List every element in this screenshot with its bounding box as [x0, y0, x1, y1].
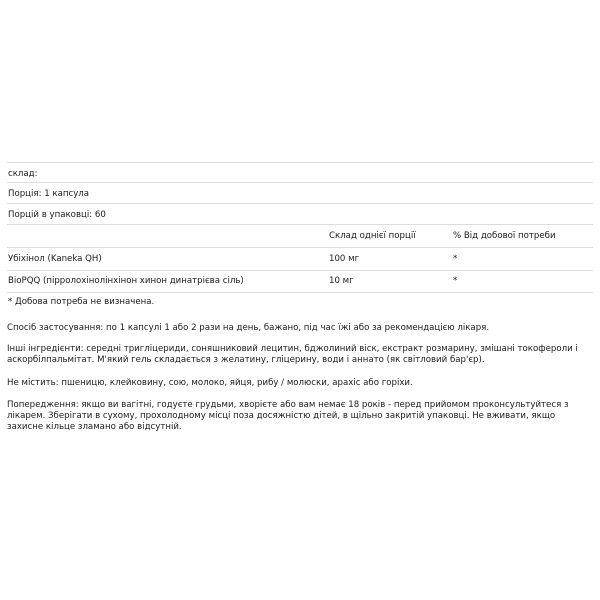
facts-footnote-row	[7, 293, 593, 315]
servings-per-container: Порцій в упаковці: 60	[8, 210, 106, 220]
ingredient-name: Убіхінол (Kaneka QH)	[8, 254, 102, 264]
ingredient-amount: 100 мг	[329, 254, 360, 264]
usage-instructions: Спосіб застосування: по 1 капсулі 1 або 2 рази на день, бажано, під час їжі або за рекомендацією лікаря.	[7, 323, 490, 333]
ingredient-daily-value: *	[453, 254, 458, 264]
allergen-free-statement: Не містить: пшеницю, клейковину, сою, молоко, яйця, рибу / молюски, арахіс або горіхи.	[7, 378, 413, 388]
serving-size: Порція: 1 капсула	[8, 189, 90, 199]
amount-column-header: Склад однієї порції	[329, 231, 416, 241]
serving-size-row	[7, 183, 593, 204]
ingredient-row	[7, 271, 593, 293]
daily-value-footnote: * Добова потреба не визначена.	[8, 297, 155, 307]
ingredient-row	[7, 248, 593, 271]
ingredient-daily-value: *	[453, 276, 458, 286]
daily-value-column-header: % Від добової потреби	[453, 231, 556, 241]
other-ingredients: Інші інгредієнти: середні тригліцериди, соняшниковий лецитин, бджолиний віск, екстракт розмарину, змішані токофероли і аскорбілпальмітат. М'який гель складається з желатину, гліцерину, води і аннато (як світловий бар'єр).	[7, 344, 578, 366]
ingredient-amount: 10 мг	[329, 276, 354, 286]
facts-title: склад:	[8, 169, 38, 179]
warning-text: Попередження: якщо ви вагітні, годуєте грудьми, хворієте або вам немає 18 років - перед прийомом проконсультуйтеся з лікарем. Зберігати в сухому, прохолодному місці поза досяжністю дітей, в щільно закритій упаковці. Не вживати, якщо захисне кільце зламано або відсутній.	[7, 400, 569, 433]
supplement-facts-table	[7, 162, 593, 315]
ingredient-name: BioPQQ (пірролохінолінхінон хинон динатрієва сіль)	[8, 276, 244, 286]
facts-header-row	[7, 225, 593, 248]
facts-title-row	[7, 162, 593, 183]
servings-per-container-row	[7, 204, 593, 225]
